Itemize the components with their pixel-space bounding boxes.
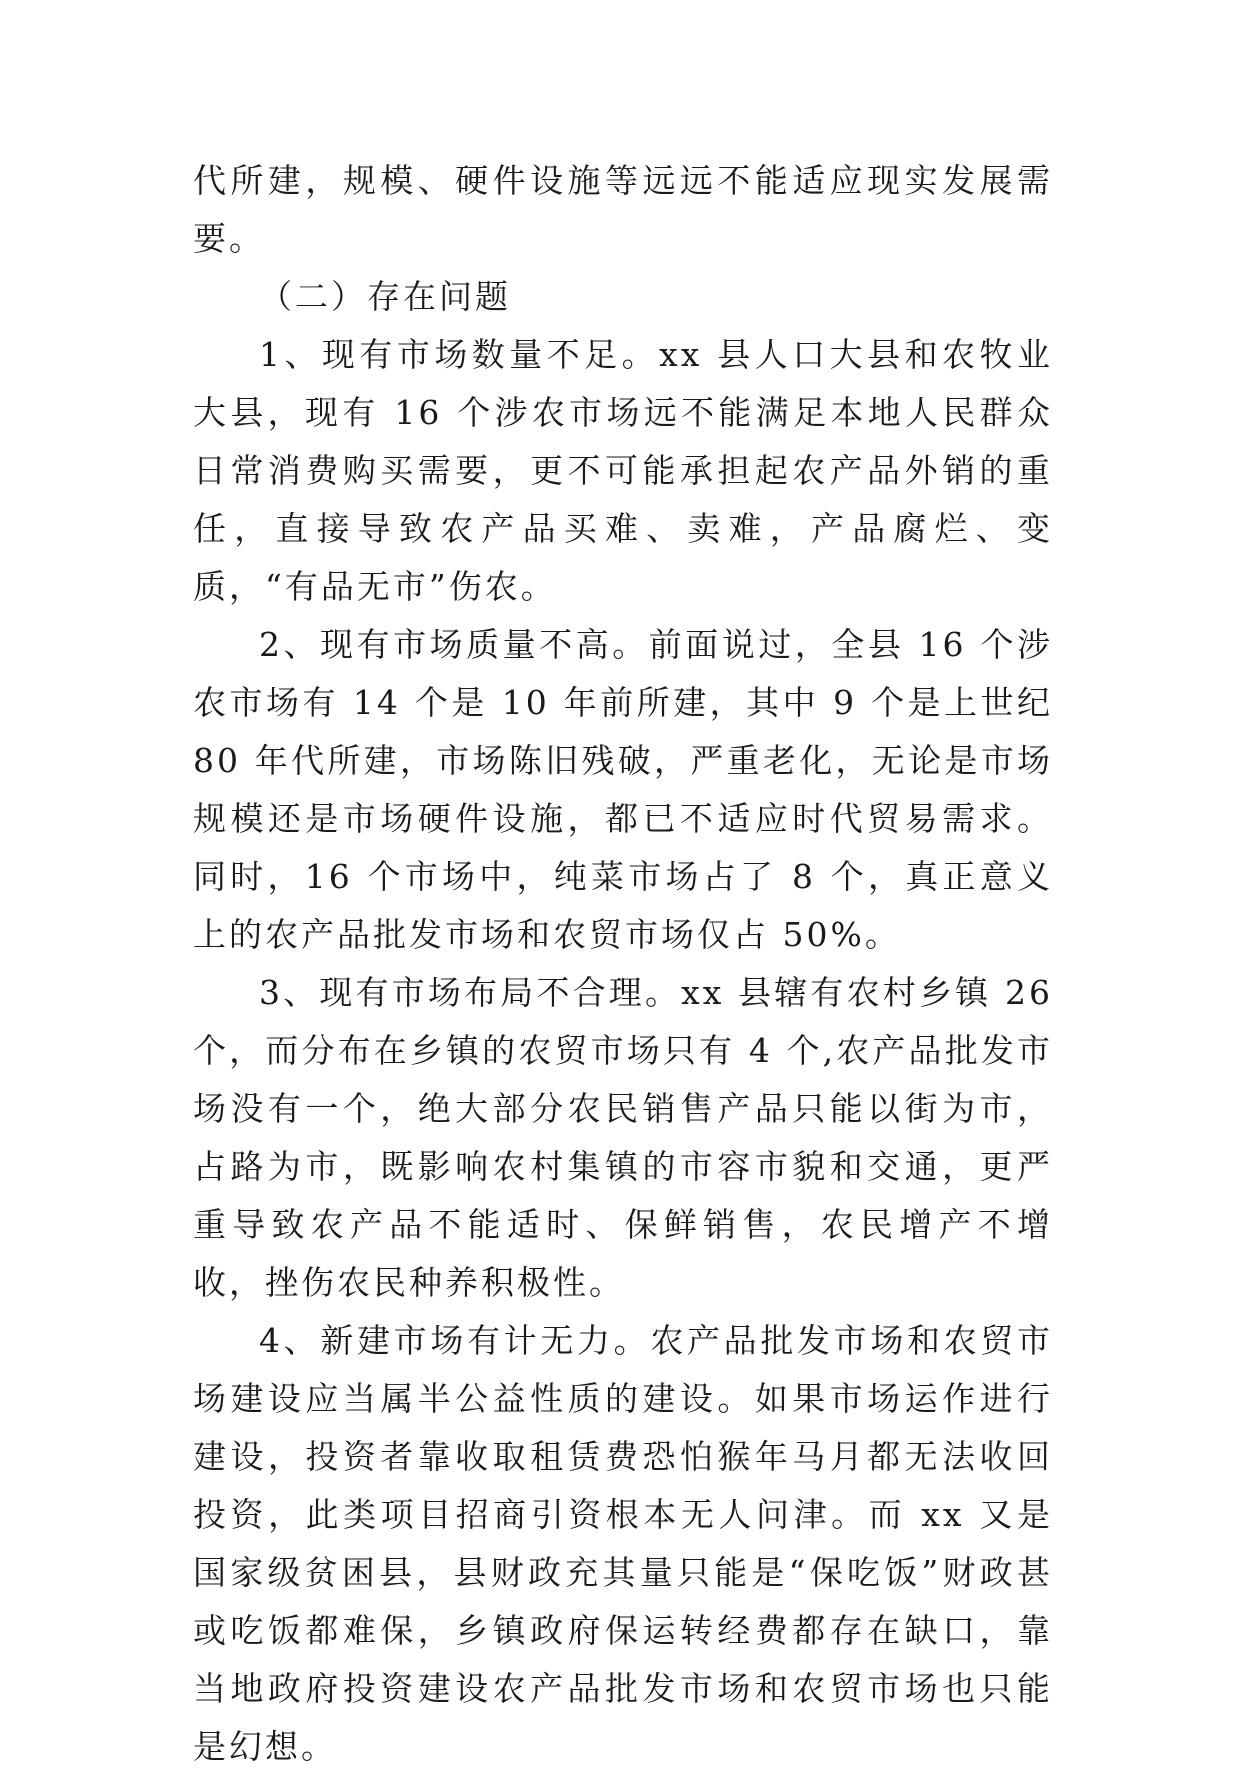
document-body: [193, 152, 1053, 1776]
paragraph-3: 3、现有市场布局不合理。xx 县辖有农村乡镇 26 个，而分布在乡镇的农贸市场只有 4 个,农产品批发市场没有一个，绝大部分农民销售产品只能以街为市，占路为市，既影响农村集镇的市容市貌和交通，更严重导致农产品不能适时、保鲜销售，农民增产不增收，挫伤农民种养积极性。: [193, 973, 1053, 1302]
paragraph-4: 4、新建市场有计无力。农产品批发市场和农贸市场建设应当属半公益性质的建设。如果市场运作进行建设，投资者靠收取租赁费恐怕猴年马月都无法收回投资，此类项目招商引资根本无人问津。而 xx 又是国家级贫困县，县财政充其量只能是“保吃饭”财政甚或吃饭都难保，乡镇政府保运转经费都存在缺口，靠当地政府投资建设农产品批发市场和农贸市场也只能是幻想。: [193, 1321, 1053, 1766]
paragraph-1: 1、现有市场数量不足。xx 县人口大县和农牧业大县，现有 16 个涉农市场远不能满足本地人民群众日常消费购买需要，更不可能承担起农产品外销的重任，直接导致农产品买难、卖难，产品腐烂、变质，“有品无市”伤农。: [193, 335, 1053, 606]
section-heading: （二）存在问题: [259, 277, 511, 316]
paragraph-continuation: 代所建，规模、硬件设施等远远不能适应现实发展需要。: [193, 161, 1053, 258]
paragraph-2: 2、现有市场质量不高。前面说过，全县 16 个涉农市场有 14 个是 10 年前所建，其中 9 个是上世纪 80 年代所建，市场陈旧残破，严重老化，无论是市场规模还是市场硬件设施，都已不适应时代贸易需求。同时，16 个市场中，纯菜市场占了 8 个，真正意义上的农产品批发市场和农贸市场仅占 50%。: [193, 625, 1053, 954]
